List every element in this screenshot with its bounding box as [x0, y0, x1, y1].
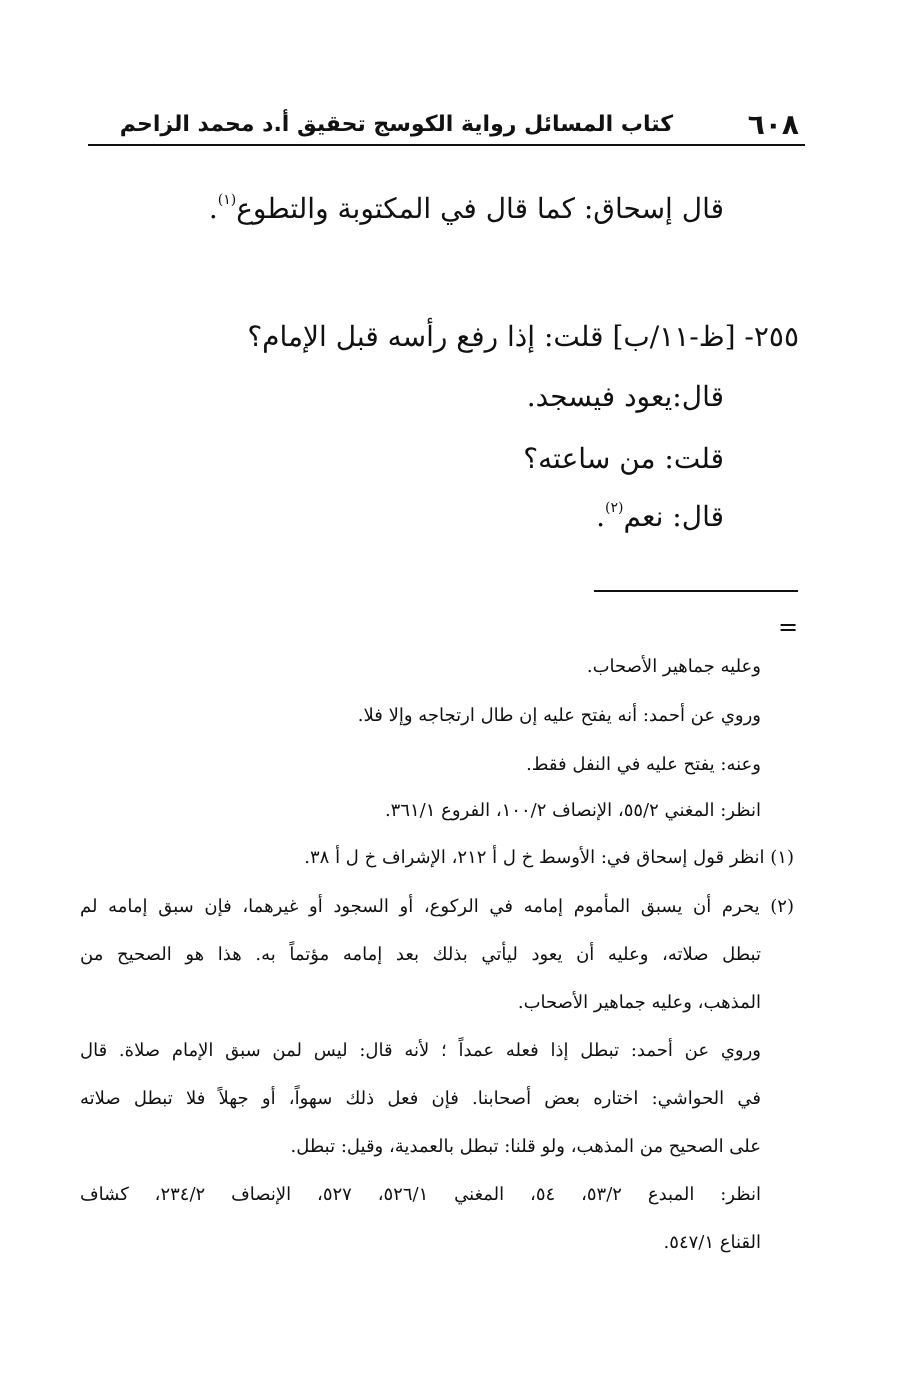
continuation-mark: =	[777, 613, 799, 641]
footnote-2-line: انظر: المبدع ٥٣/٢، ٥٤، المغني ٥٢٦/١، ٥٢٧، الإنصاف ٢٣٤/٢، كشاف	[80, 1184, 761, 1205]
footnote-2-line: القناع ٥٤٧/١.	[663, 1232, 761, 1253]
intro-text: قال إسحاق: كما قال في المكتوبة والتطوع	[236, 192, 724, 225]
footnote-continued-line: وعنه: يفتح عليه في النفل فقط.	[526, 754, 761, 775]
reply-line-2	[596, 500, 724, 533]
running-title: كتاب المسائل رواية الكوسج تحقيق أ.د محمد الزاحم	[119, 112, 673, 137]
page-number: ٦٠٨	[747, 108, 799, 141]
issue-question: قلت: إذا رفع رأسه قبل الإمام؟	[247, 320, 604, 353]
footnote-continued-line: وروي عن أحمد: أنه يفتح عليه إن طال ارتجاجه وإلا فلا.	[357, 705, 761, 726]
question-2-text: قلت: من ساعته؟	[523, 442, 724, 475]
footnote-1: (١) انظر قول إسحاق في: الأوسط خ ل أ ٢١٢، الإشراف خ ل أ ٣٨.	[304, 847, 794, 868]
footnote-2-line: (٢) يحرم أن يسبق المأموم إمامه في الركوع، أو السجود أو غيرهما، فإن سبق إمامه لم	[80, 896, 794, 917]
reply-2-end: .	[596, 500, 605, 533]
footnote-ref-1: (١)	[217, 192, 237, 208]
page-header	[88, 104, 805, 146]
footnote-ref-2: (٢)	[605, 500, 624, 516]
reply-1-text: قال:يعود فيسجد.	[526, 380, 724, 413]
footnote-continued-line: انظر: المغني ٥٥/٢، الإنصاف ١٠٠/٢، الفروع ٣٦١/١.	[384, 800, 761, 821]
issue-255-line	[247, 320, 799, 353]
reply-line-1	[527, 380, 724, 413]
question-line-2	[523, 442, 724, 475]
footnote-2-line: في الحواشي: اختاره بعض أصحابنا. فإن فعل ذلك سهواً، أو جهلاً فلا تبطل صلاته	[80, 1088, 761, 1109]
footnote-2-line: على الصحيح من المذهب، ولو قلنا: تبطل بالعمدية، وقيل: تبطل.	[290, 1136, 761, 1157]
footnote-continued-line: وعليه جماهير الأصحاب.	[586, 656, 761, 677]
footnote-2-line: وروي عن أحمد: تبطل إذا فعله عمداً ؛ لأنه قال: ليس لمن سبق الإمام صلاة. قال	[80, 1040, 761, 1061]
reply-2-text: قال: نعم	[623, 500, 724, 533]
footnote-2-line: المذهب، وعليه جماهير الأصحاب.	[517, 992, 761, 1013]
footnote-2-line: تبطل صلاته، وعليه أن يعود ليأتي بذلك بعد إمامه مؤتماً به. هذا هو الصحيح من	[80, 944, 761, 965]
intro-line	[209, 192, 724, 225]
issue-number: ٢٥٥- [ظ-١١/ب]	[612, 320, 799, 353]
footnote-separator	[594, 590, 798, 592]
intro-end: .	[208, 192, 218, 225]
